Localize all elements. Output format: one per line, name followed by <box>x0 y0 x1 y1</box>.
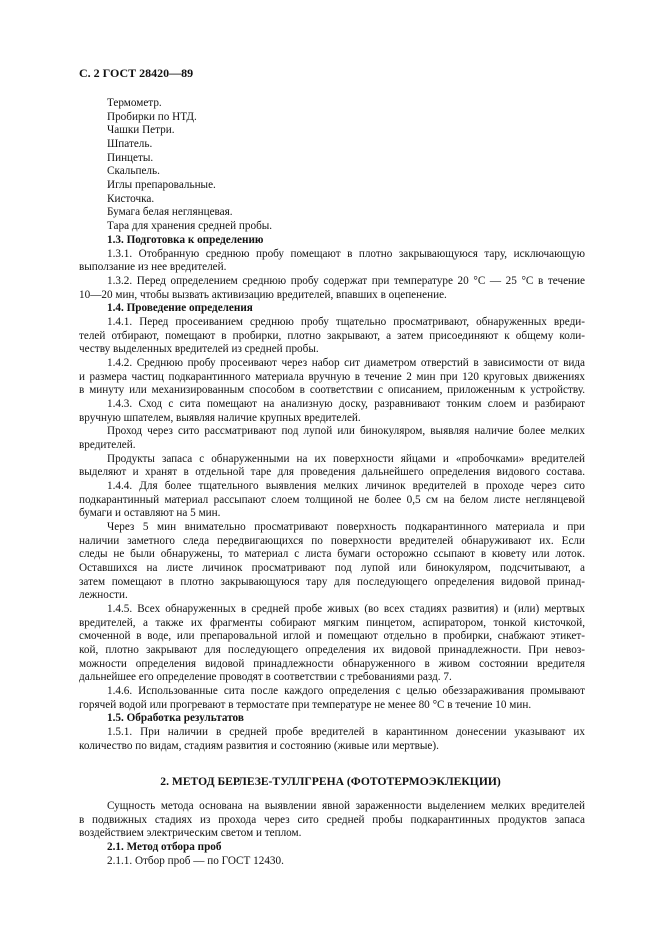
paragraph-line: телей отбирают, помещают в пробирки, плотно закрывают, а затем присоединяют к общему коли- <box>79 330 585 342</box>
paragraph-line: 1.4.2. Среднюю пробу просеивают через набор сит диаметром отверстий в зависимости от вида <box>107 357 585 369</box>
paragraph-line: воздействием электрическим светом и теплом. <box>79 827 302 839</box>
section-heading: 1.3. Подготовка к определению <box>107 234 264 246</box>
paragraph-line: бумаги и оставляют на 5 мин. <box>79 507 221 519</box>
paragraph-line: 2.1.1. Отбор проб — по ГОСТ 12430. <box>107 855 284 867</box>
list-item: Бумага белая неглянцевая. <box>107 206 233 218</box>
paragraph-line: 1.4.1. Перед просеиванием среднюю пробу тщательно просматривают, обнаруженных вреди- <box>107 316 585 328</box>
paragraph-line: следы не были обнаружены, то материал с листа бумаги осторожно ссыпают в кювету или лоток. <box>79 548 585 560</box>
page-header: С. 2 ГОСТ 28420—89 <box>79 66 194 80</box>
paragraph-line: Продукты запаса с обнаруженными на их поверхности яйцами и «пробочками» вредителей <box>107 453 585 465</box>
paragraph-line: вредителей. <box>79 439 136 451</box>
list-item: Скальпель. <box>107 165 160 177</box>
paragraph-line: 1.4.3. Сход с сита помещают на анализную доску, разравнивают тонким слоем и разбирают <box>107 398 585 410</box>
list-item: Термометр. <box>107 97 162 109</box>
paragraph-line: 1.4.6. Использованные сита после каждого определения с целью обеззараживания промывают <box>107 685 585 697</box>
paragraph-line: в минуту или механизированным способом в соответствии с описанием, приложенным к устройству. <box>79 384 585 396</box>
paragraph-line: 1.3.1. Отобранную среднюю пробу помещают в плотно закрывающуюся тару, исключающую <box>107 248 585 260</box>
section-heading: 2.1. Метод отбора проб <box>107 841 222 853</box>
list-item: Пинцеты. <box>107 152 154 164</box>
paragraph-line: горячей водой или прогревают в термостате при температуре не менее 80 °С в течение 10 мин. <box>79 699 532 711</box>
list-item: Иглы препаровальные. <box>107 179 216 191</box>
paragraph-line: 10—20 мин, чтобы вызвать активизацию вредителей, впавших в оцепенение. <box>79 289 447 301</box>
paragraph-line: 1.4.5. Всех обнаруженных в средней пробе живых (во всех стадиях развития) и (или) мертвых <box>107 603 585 615</box>
paragraph-line: в подвижных стадиях из прохода через сито средней пробы подкарантинных продуктов запаса <box>79 814 585 826</box>
paragraph-line: дальнейшее его определение проводят в соответствии с требованиями разд. 7. <box>79 671 452 683</box>
paragraph-line: можности определения видовой принадлежности обнаруженного в живом состоянии вредителя <box>79 658 585 670</box>
paragraph-line: количество по видам, стадиям развития и состоянию (живые или мертвые). <box>79 740 439 752</box>
list-item: Тара для хранения средней пробы. <box>107 220 273 232</box>
paragraph-line: Проход через сито рассматривают под лупой или бинокуляром, выявляя наличие более мелких <box>107 425 585 437</box>
paragraph-line: вручную шпателем, выявляя наличие крупных вредителей. <box>79 412 361 424</box>
paragraph-line: выползание из нее вредителей. <box>79 261 227 273</box>
paragraph-line: Сущность метода основана на выявлении явной зараженности выделением мелких вредителей <box>107 800 585 812</box>
paragraph-line: лежности. <box>79 589 128 601</box>
paragraph-line: вредителей, а также их фрагменты собирают мягким пинцетом, аспиратором, тонкой кисточкой, <box>79 617 585 629</box>
paragraph-line: и размера частиц подкарантинного материала вручную в течение 2 мин при 120 круговых движениях <box>79 371 585 383</box>
paragraph-line: 1.5.1. При наличии в средней пробе вредителей в карантинном донесении указывают их <box>107 726 585 738</box>
paragraph-line: 1.4.4. Для более тщательного выявления мелких личинок вредителей в проходе через сито <box>107 480 585 492</box>
paragraph-line: 1.3.2. Перед определением среднюю пробу содержат при температуре 20 °С — 25 °С в течение <box>107 275 585 287</box>
list-item: Кисточка. <box>107 193 155 205</box>
paragraph-line: затем помещают в плотно закрывающуюся тару для последующего определения видовой принад- <box>79 576 585 588</box>
list-item: Пробирки по НТД. <box>107 111 197 123</box>
paragraph-line: смоченной в воде, или препаровальной иглой и помещают отдельно в пробирки, снабжают этикет- <box>79 630 585 642</box>
list-item: Шпатель. <box>107 138 153 150</box>
paragraph-line: выделяют и хранят в отдельной таре для проведения дальнейшего определения видового состава. <box>79 466 585 478</box>
section-heading: 1.4. Проведение определения <box>107 302 253 314</box>
list-item: Чашки Петри. <box>107 124 175 136</box>
paragraph-line: подкарантинный материал рассыпают слоем толщиной не более 0,5 см на белом листе неглянцевой <box>79 494 585 506</box>
paragraph-line: кой, плотно закрывают для последующего определения их видовой принадлежности. При невоз- <box>79 644 585 656</box>
paragraph-line: Через 5 мин внимательно просматривают поверхность подкарантинного материала и при <box>107 521 585 533</box>
section-title: 2. МЕТОД БЕРЛЕЗЕ-ТУЛЛГРЕНА (ФОТОТЕРМОЭКЛЕКЦИИ) <box>160 775 501 788</box>
paragraph-line: Оставшихся на листе личинок просматривают под лупой или бинокуляром, подсчитывают, а <box>79 562 585 574</box>
section-heading: 1.5. Обработка результатов <box>107 712 244 724</box>
paragraph-line: наличии заметного следа передвигающихся по поверхности вредителей обнаруживают их. Если <box>79 535 585 547</box>
paragraph-line: честву выделенных вредителей из средней пробы. <box>79 343 319 355</box>
